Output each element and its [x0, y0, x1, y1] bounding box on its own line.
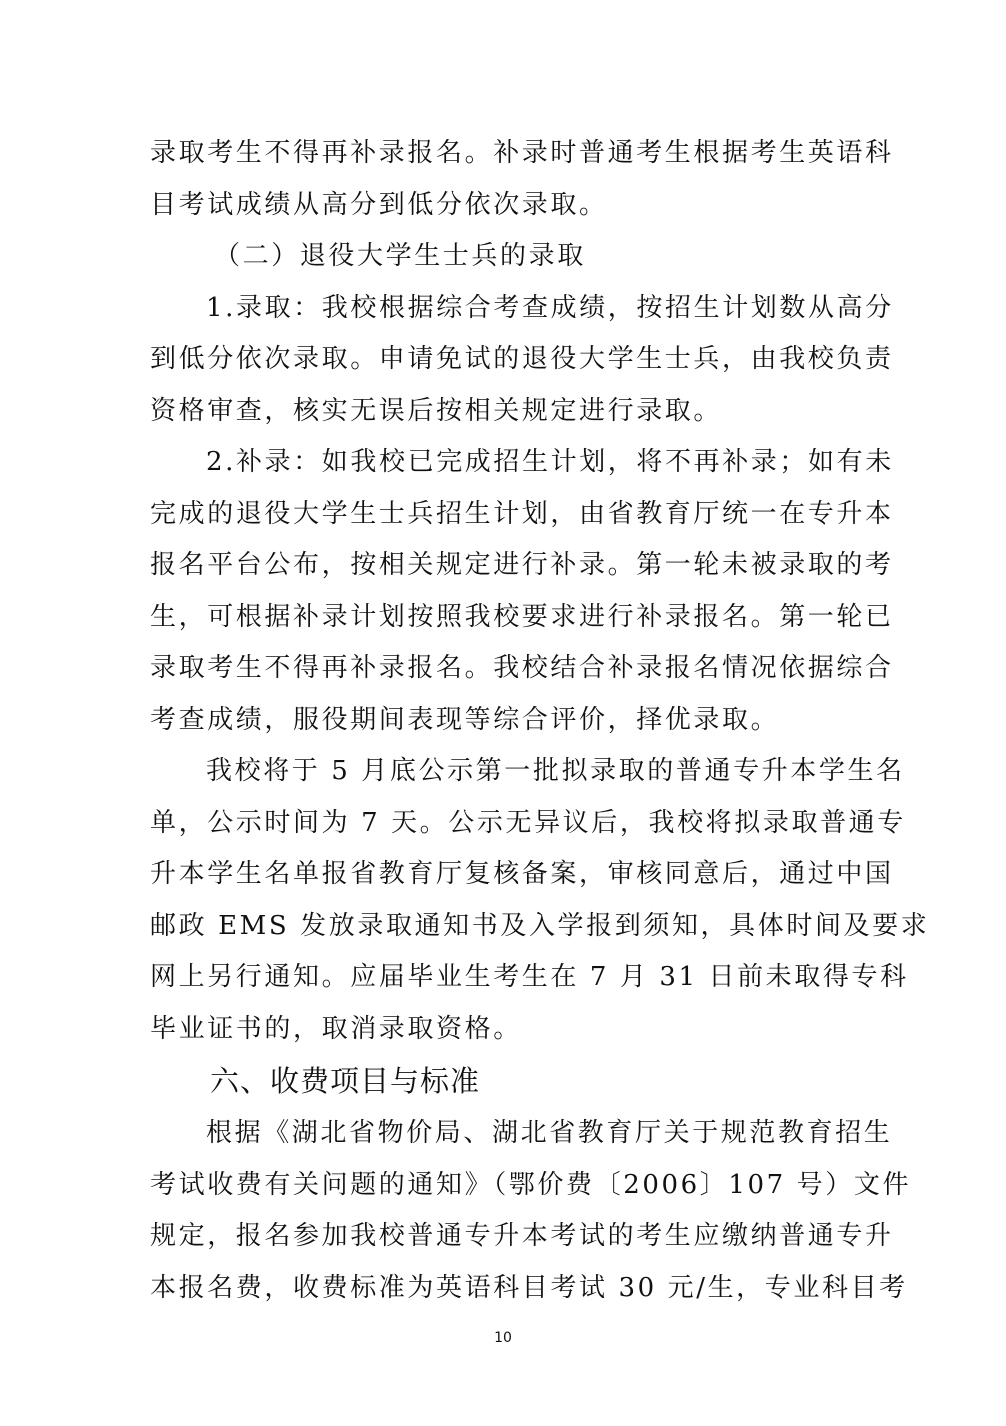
text-line: 本报名费，收费标准为英语科目考试 30 元/生，专业科目考: [150, 1272, 908, 1303]
text-line: 生，可根据补录计划按照我校要求进行补录报名。第一轮已: [150, 601, 894, 632]
text-line: 邮政 EMS 发放录取通知书及入学报到须知，具体时间及要求: [150, 910, 930, 941]
text-line: 目考试成绩从高分到低分依次录取。: [150, 189, 608, 220]
text-line: 到低分依次录取。申请免试的退役大学生士兵，由我校负责: [150, 344, 894, 374]
text-line: 毕业证书的，取消录取资格。: [150, 1013, 522, 1044]
text-line: 单，公示时间为 7 天。公示无异议后，我校将拟录取普通专: [150, 807, 906, 838]
text-line: 升本学生名单报省教育厅复核备案，审核同意后，通过中国: [150, 859, 894, 889]
text-line: 报名平台公布，按相关规定进行补录。第一轮未被录取的考: [150, 550, 894, 580]
text-line: 1.录取：我校根据综合考查成绩，按招生计划数从高分: [206, 292, 894, 323]
text-line: 资格审查，核实无误后按相关规定进行录取。: [150, 395, 723, 426]
text-line: 考查成绩，服役期间表现等综合评价，择优录取。: [150, 704, 780, 735]
text-line: 网上另行通知。应届毕业生考生在 7 月 31 日前未取得专科: [150, 962, 909, 992]
text-line: 考试收费有关问题的通知》（鄂价费〔2006〕107 号）文件: [150, 1169, 912, 1200]
page-number: 10: [494, 1330, 512, 1346]
text-line: 录取考生不得再补录报名。补录时普通考生根据考生英语科: [150, 138, 894, 168]
text-line: （二）退役大学生士兵的录取: [214, 241, 586, 271]
body-text: [150, 128, 930, 1314]
text-line: 我校将于 5 月底公示第一批拟录取的普通专升本学生名: [206, 756, 905, 786]
section-heading: 六、收费项目与标准: [210, 1064, 481, 1098]
text-line: 根据《湖北省物价局、湖北省教育厅关于规范教育招生: [206, 1118, 893, 1148]
text-line: 录取考生不得再补录报名。我校结合补录报名情况依据综合: [150, 653, 894, 683]
text-line: 规定，报名参加我校普通专升本考试的考生应缴纳普通专升: [150, 1221, 894, 1251]
text-line: 完成的退役大学生士兵招生计划，由省教育厅统一在专升本: [150, 498, 894, 529]
text-line: 2.补录：如我校已完成招生计划，将不再补录；如有未: [206, 447, 894, 477]
